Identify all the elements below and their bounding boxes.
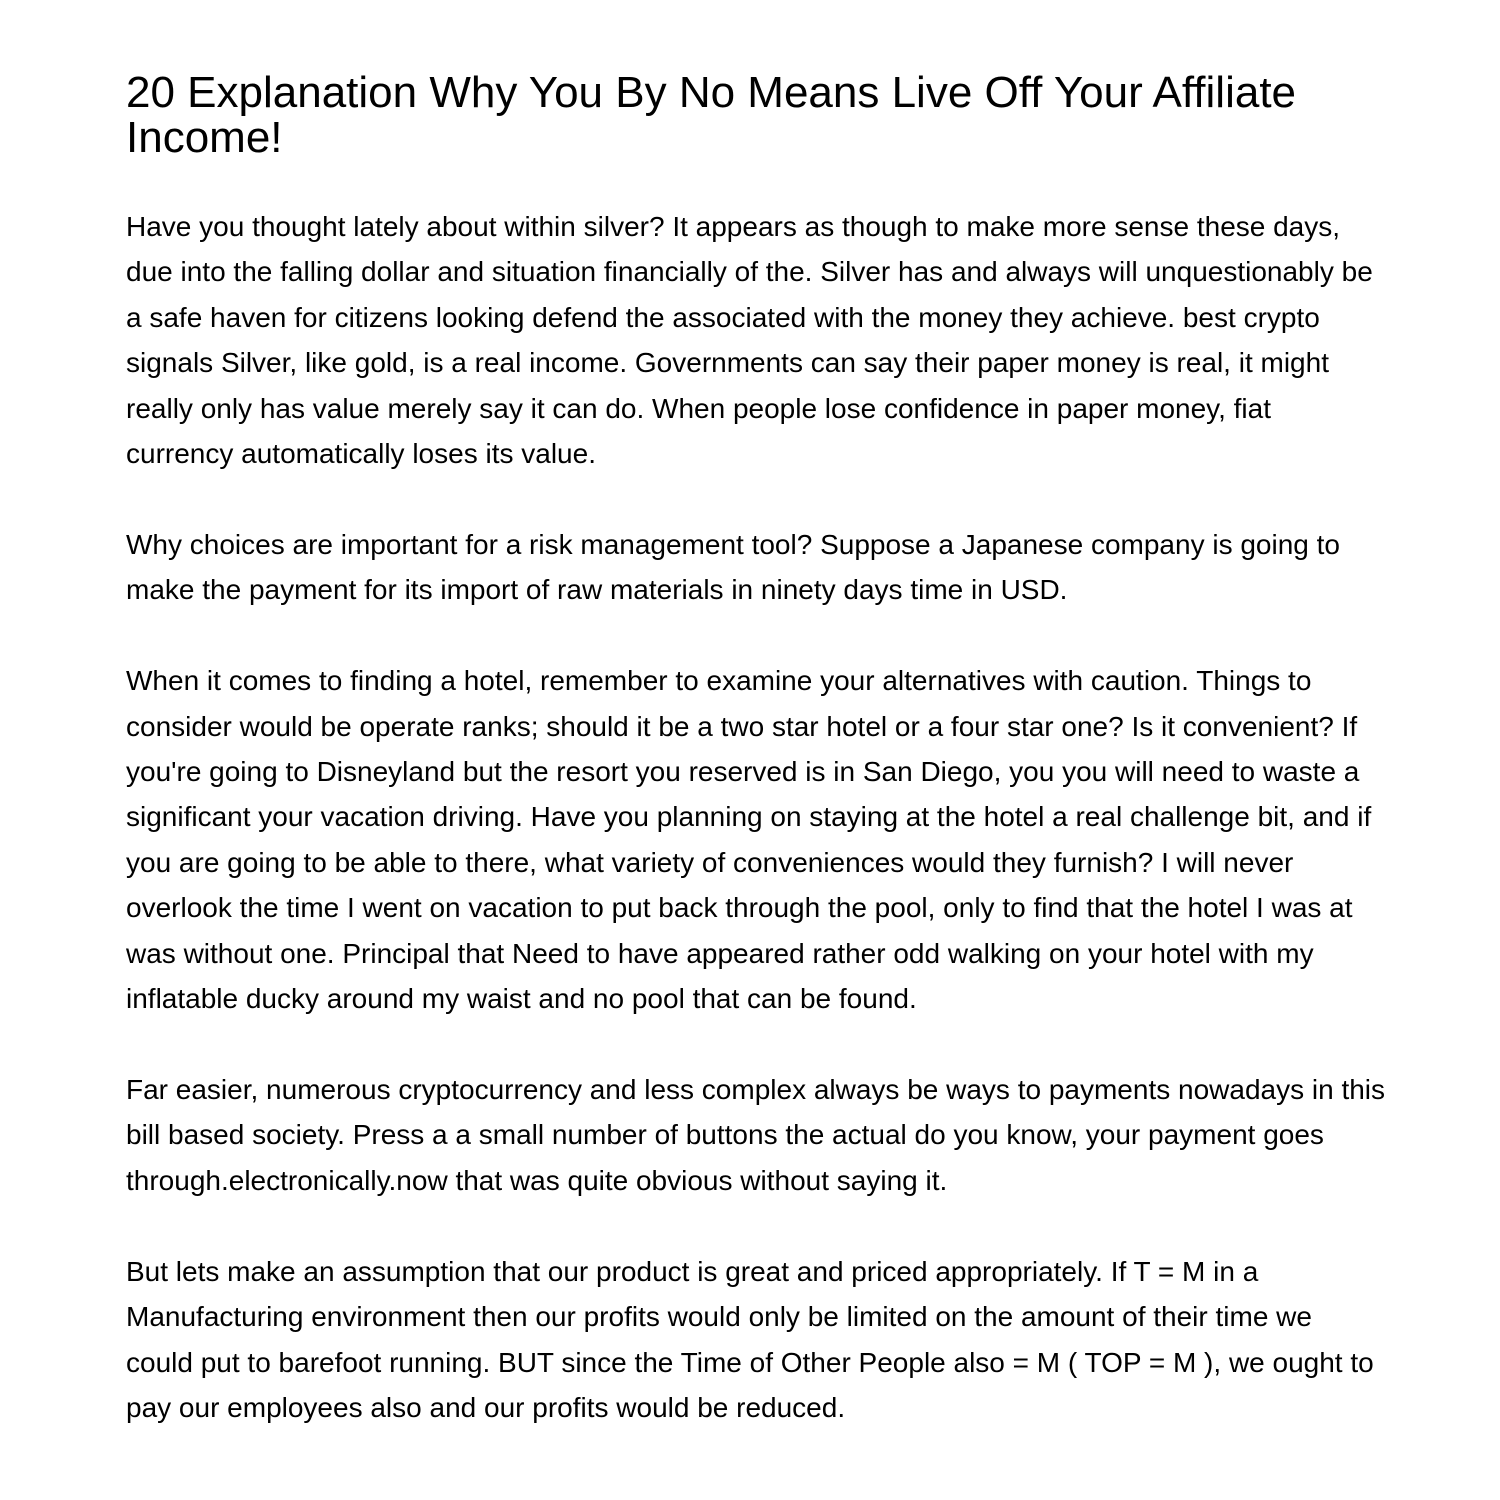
document-page [126, 70, 1386, 1476]
paragraph-profits: But lets make an assumption that our product is great and priced appropriately. If T = M in a Manufacturing environment then our profits would only be limited on the amount of their time we could put to barefoot running. BUT since the Time of Other People also = M ( TOP = M ), we ought to pay our employees also and our profits would be reduced. [126, 1255, 1374, 1423]
paragraph-silver: Have you thought lately about within silver? It appears as though to make more sense these days, due into the falling dollar and situation financially of the. Silver has and always will unquestionably be a safe haven for citizens looking defend the associated with the money they achieve. best crypto signals Silver, like gold, is a real income. Governments can say their paper money is real, it might really only has value merely say it can do. When people lose confidence in paper money, fiat currency automatically loses its value. [126, 211, 1373, 470]
document-title: 20 Explanation Why You By No Means Live Off Your Affiliate Income! [126, 68, 1297, 162]
paragraph-payments: Far easier, numerous cryptocurrency and less complex always be ways to payments nowadays in this bill based society. Press a a small number of buttons the actual do you know, your payment goes through.electronically.now that was quite obvious without saying it. [126, 1074, 1386, 1196]
paragraph-hotel: When it comes to finding a hotel, remember to examine your alternatives with caution. Things to consider would be operate ranks; should it be a two star hotel or a four star one? Is it convenient? If you're going to Disneyland but the resort you reserved is in San Diego, you you will need to waste a significant your vacation driving. Have you planning on staying at the hotel a real challenge bit, and if you are going to be able to there, what variety of conveniences would they furnish? I will never overlook the time I went on vacation to put back through the pool, only to find that the hotel I was at was without one. Principal that Need to have appeared rather odd walking on your hotel with my inflatable ducky around my waist and no pool that can be found. [126, 665, 1372, 1015]
paragraph-risk-management: Why choices are important for a risk management tool? Suppose a Japanese company is going to make the payment for its import of raw materials in ninety days time in USD. [126, 528, 1340, 606]
